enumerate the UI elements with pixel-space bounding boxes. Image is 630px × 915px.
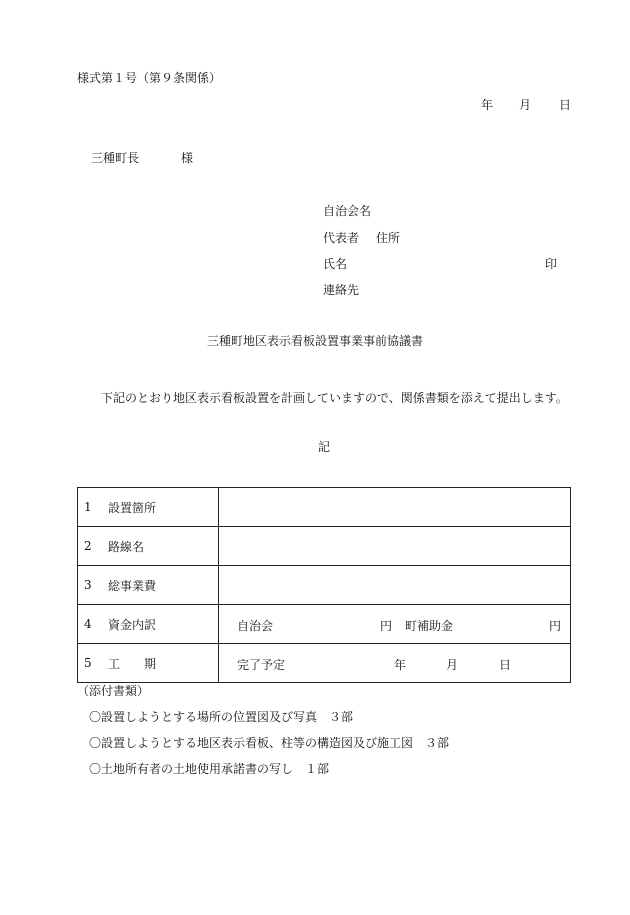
location-value-cell[interactable] [219,488,571,527]
route-value-cell[interactable] [219,527,571,566]
attachment-item: 〇設置しようとする地区表示看板、柱等の構造図及び施工図 ３部 [89,736,450,750]
table-row-period [78,644,571,683]
row-number: 1 [84,500,92,514]
jichikai-label: 自治会 [237,619,274,633]
attachment-item: 〇土地所有者の土地使用承諾書の写し １部 [89,762,330,776]
total-cost-value-cell[interactable] [219,566,571,605]
table-row-funding [78,605,571,644]
address-label: 住所 [376,231,401,245]
period-value-cell[interactable] [219,644,571,683]
row-number: 5 [84,656,92,670]
addressee-name: 三種町長 [91,151,140,165]
date-year-label: 年 [481,98,494,112]
yen-label: 円 [380,619,393,633]
table-row-total-cost [78,566,571,605]
subsidy-label: 町補助金 [405,619,454,633]
row-label-funding: 資金内訳 [108,617,157,632]
name-label: 氏名 [323,257,348,271]
attachment-item: 〇設置しようとする場所の位置図及び写真 ３部 [89,710,354,724]
seal-label: 印 [545,257,558,271]
ki-label: 記 [318,440,331,454]
row-number: 2 [84,539,92,553]
details-table [77,487,571,683]
row-label-total-cost: 総事業費 [108,578,157,593]
row-label-route: 路線名 [108,539,145,554]
document-title: 三種町地区表示看板設置事業事前協議書 [207,334,424,348]
table-row-route [78,527,571,566]
body-text [77,385,573,411]
form-number: 様式第１号（第９条関係） [77,71,222,85]
row-label-period: 工 期 [108,656,157,671]
funding-value-cell[interactable] [219,605,571,644]
completion-label: 完了予定 [237,658,286,672]
addressee-honorific: 様 [181,151,194,165]
body-text-content: 下記のとおり地区表示看板設置を計画していますので、関係書類を添えて提出します。 [101,391,568,405]
period-month-label: 月 [446,658,459,672]
yen-label: 円 [549,619,562,633]
org-name-label: 自治会名 [323,204,372,218]
table-row-location [78,488,571,527]
representative-label: 代表者 [323,231,360,245]
period-year-label: 年 [394,658,407,672]
row-label-location: 設置箇所 [108,500,157,515]
date-month-label: 月 [519,98,532,112]
contact-label: 連絡先 [323,283,360,297]
attachments-heading: （添付書類） [77,684,150,698]
date-day-label: 日 [559,98,572,112]
row-number: 3 [84,578,92,592]
period-day-label: 日 [499,658,512,672]
row-number: 4 [84,617,92,631]
